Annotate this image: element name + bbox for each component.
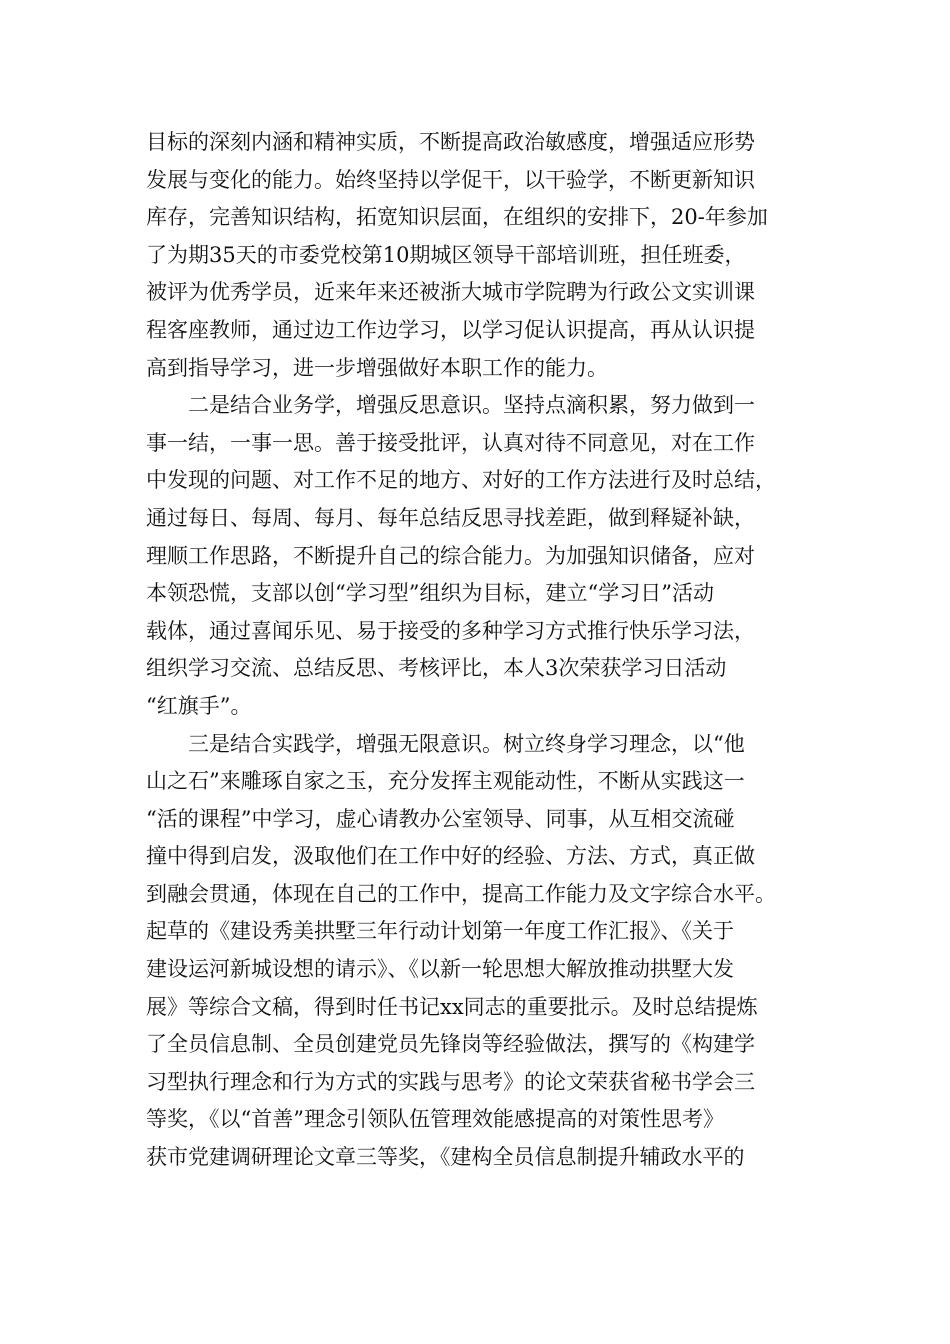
text-line: 载体，通过喜闻乐见、易于接受的多种学习方式推行快乐学习法， [146,618,755,643]
text-line: 本领恐慌，支部以创“学习型”组织为目标，建立“学习日”活动 [146,581,714,606]
text-line: 山之石”来雕琢自家之玉，充分发挥主观能动性，不断从实践这一 [146,769,745,794]
text-line: 被评为优秀学员，近来年来还被浙大城市学院聘为行政公文实训课 [146,280,755,305]
text-line: 等奖，《以“首善”理念引领队伍管理效能感提高的对策性思考》 [146,1107,724,1132]
text-line: 理顺工作思路，不断提升自己的综合能力。为加强知识储备，应对 [146,543,755,568]
text-line: “活的课程”中学习，虚心请教办公室领导、同事，从互相交流碰 [146,806,735,831]
text-line: 程客座教师，通过边工作边学习，以学习促认识提高，再从认识提 [146,317,755,342]
text-line: 通过每日、每周、每月、每年总结反思寻找差距，做到释疑补缺， [146,505,755,530]
text-line: 中发现的问题、对工作不足的地方、对好的工作方法进行及时总结， [146,468,776,493]
text-line: 三是结合实践学，增强无限意识。树立终身学习理念，以“他 [188,731,745,756]
text-line: 展》等综合文稿，得到时任书记xx同志的重要批示。及时总结提炼 [146,994,758,1019]
paragraph-2 [146,387,812,725]
text-line: 事一结，一事一思。善于接受批评，认真对待不同意见，对在工作 [146,430,755,455]
text-line: 建设运河新城设想的请示》、《以新一轮思想大解放推动拱墅大发 [146,957,734,982]
text-line: 高到指导学习，进一步增强做好本职工作的能力。 [146,355,608,380]
text-line: 撞中得到启发，汲取他们在工作中好的经验、方法、方式，真正做 [146,844,755,869]
document-body [146,124,812,1177]
text-line: 组织学习交流、总结反思、考核评比，本人3次荣获学习日活动 [146,656,727,681]
text-line: 习型执行理念和行为方式的实践与思考》的论文荣获省秘书学会三 [146,1069,755,1094]
text-line: 库存，完善知识结构，拓宽知识层面，在组织的安排下，20-年参加 [146,205,768,230]
text-line: 获市党建调研理论文章三等奖，《建构全员信息制提升辅政水平的 [146,1145,745,1170]
text-line: 到融会贯通，体现在自己的工作中，提高工作能力及文字综合水平。 [146,881,776,906]
text-line: 起草的《建设秀美拱墅三年行动计划第一年度工作汇报》、《关于 [146,919,734,944]
paragraph-3 [146,726,812,1177]
text-line: 目标的深刻内涵和精神实质，不断提高政治敏感度，增强适应形势 [146,130,755,154]
paragraph-1 [146,124,812,387]
text-line: 二是结合业务学，增强反思意识。坚持点滴积累，努力做到一 [188,393,755,418]
text-line: 了全员信息制、全员创建党员先锋岗等经验做法，撰写的《构建学 [146,1032,755,1057]
text-line: 发展与变化的能力。始终坚持以学促干，以干验学，不断更新知识 [146,167,755,192]
text-line: “红旗手”。 [146,693,252,718]
text-line: 了为期35天的市委党校第10期城区领导干部培训班，担任班委， [146,242,746,267]
